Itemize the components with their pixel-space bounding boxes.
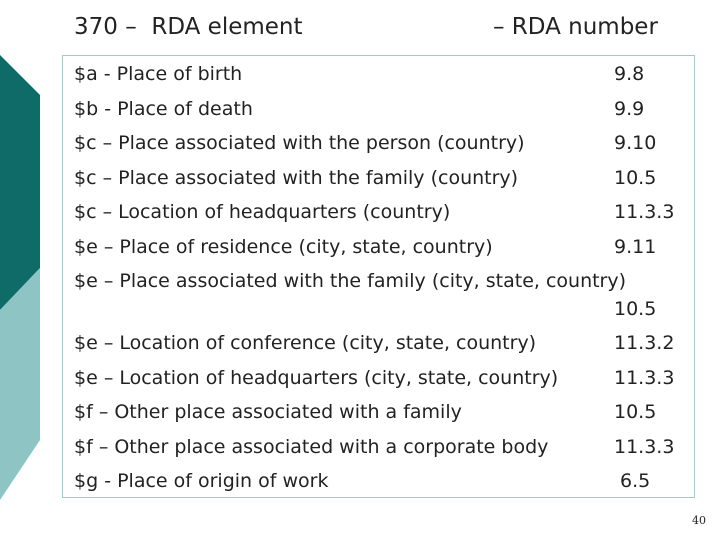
rda-number: 9.8 xyxy=(614,63,645,85)
header-number-title: – RDA number xyxy=(493,14,658,40)
element-row: $e – Location of headquarters (city, state, country) xyxy=(74,367,559,389)
rda-number: 9.10 xyxy=(614,132,657,154)
element-row: $f – Other place associated with a family xyxy=(74,401,462,423)
decorative-sidebar-shapes xyxy=(0,0,70,540)
element-row: $e – Location of conference (city, state, country) xyxy=(74,332,537,354)
rda-number: 11.3.2 xyxy=(614,332,675,354)
page-number: 40 xyxy=(692,514,706,527)
element-row: $a - Place of birth xyxy=(74,63,243,85)
rda-number: 9.11 xyxy=(614,236,657,258)
element-row: $e – Place of residence (city, state, country) xyxy=(74,236,493,258)
rda-number: 10.5 xyxy=(614,298,657,320)
rda-number: 6.5 xyxy=(620,470,651,492)
header-element-title: 370 – RDA element xyxy=(74,14,303,40)
element-row: $c – Place associated with the family (country) xyxy=(74,167,519,189)
rda-number: 9.9 xyxy=(614,98,645,120)
element-row: $c – Location of headquarters (country) xyxy=(74,201,451,223)
rda-number: 10.5 xyxy=(614,401,657,423)
rda-number: 11.3.3 xyxy=(614,367,675,389)
element-row: $b - Place of death xyxy=(74,98,253,120)
rda-number: 11.3.3 xyxy=(614,436,675,458)
rda-number: 10.5 xyxy=(614,167,657,189)
element-row: $g - Place of origin of work xyxy=(74,470,329,492)
element-row: $f – Other place associated with a corporate body xyxy=(74,436,549,458)
element-row: $e – Place associated with the family (city, state, country) xyxy=(74,270,627,292)
rda-number: 11.3.3 xyxy=(614,201,675,223)
element-row: $c – Place associated with the person (country) xyxy=(74,132,525,154)
